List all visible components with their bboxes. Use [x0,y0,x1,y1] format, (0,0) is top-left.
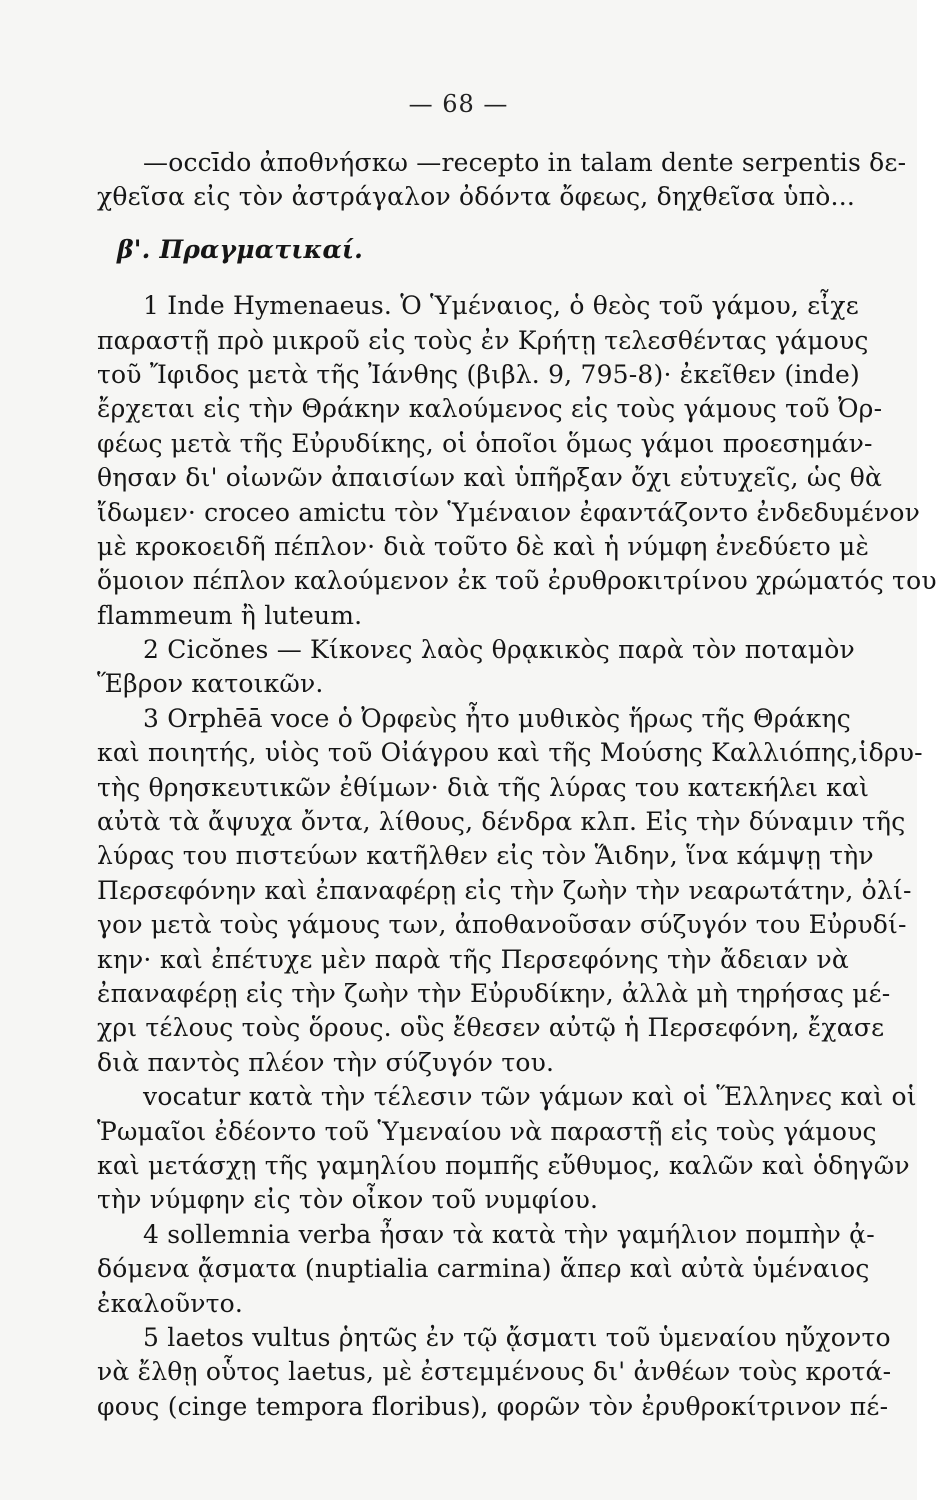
text-line: αὐτὰ τὰ ἄψυχα ὄντα, λίθους, δένδρα κλπ. Εἰς τὴν δύναμιν τῆς [97,807,906,837]
text-line: νὰ ἔλθῃ οὗτος laetus, μὲ ἐστεμμένους δι' ἀνθέων τοὺς κροτά- [97,1357,892,1387]
text-line: χρι τέλους τοὺς ὅρους. οὓς ἔθεσεν αὐτῷ ἡ Περσεφόνη, ἔχασε [97,1013,885,1043]
text-line: 4 sollemnia verba ἦσαν τὰ κατὰ τὴν γαμήλιον πομπὴν ᾀ- [143,1219,875,1249]
text-line: δόμενα ᾄσματα (nuptialia carmina) ἅπερ καὶ αὐτὰ ὑμέναιος [97,1254,870,1284]
page-number: — 68 — [408,90,509,118]
text-line: διὰ παντὸς πλέον τὴν σύζυγόν του. [97,1047,555,1077]
text-line: τοῦ Ἴφιδος μετὰ τῆς Ἰάνθης (βιβλ. 9, 795-8)· ἐκεῖθεν (inde) [97,359,860,389]
text-line: 3 Orphēā voce ὁ Ὀρφεὺς ἦτο μυθικὸς ἥρως τῆς Θράκης [143,703,851,733]
text-line: flammeum ἢ luteum. [97,600,363,630]
text-line: κην· καὶ ἐπέτυχε μὲν παρὰ τῆς Περσεφόνης τὴν ἄδειαν νὰ [97,944,849,974]
text-line: καὶ ποιητής, υἱὸς τοῦ Οἰάγρου καὶ τῆς Μούσης Καλλιόπης,ἱδρυ- [97,738,923,768]
text-line: ἴδωμεν· croceo amictu τὸν Ὑμέναιον ἐφαντάζοντο ἐνδεδυμένον [97,497,921,527]
text-line: φους (cinge tempora floribus), φορῶν τὸν ἐρυθροκίτρινον πέ- [97,1391,889,1421]
text-line: καὶ μετάσχῃ τῆς γαμηλίου πομπῆς εὔθυμος, καλῶν καὶ ὁδηγῶν [97,1150,910,1180]
text-line: γον μετὰ τοὺς γάμους των, ἀποθανοῦσαν σύζυγόν του Εὐρυδί- [97,910,907,940]
text-line: Ῥωμαῖοι ἐδέοντο τοῦ Ὑμεναίου νὰ παραστῇ εἰς τοὺς γάμους [97,1116,877,1146]
text-line: Περσεφόνην καὶ ἐπαναφέρῃ εἰς τὴν ζωὴν τὴν νεαρωτάτην, ὀλί- [97,875,912,905]
page-text [97,146,937,1424]
text-line: 5 laetos vultus ῥητῶς ἐν τῷ ᾄσματι τοῦ ὑμεναίου ηὔχοντο [143,1322,891,1352]
text-line: 1 Inde Hymenaeus. Ὁ Ὑμέναιος, ὁ θεὸς τοῦ γάμου, εἶχε [143,291,859,321]
text-line: ὅμοιον πέπλον καλούμενον ἐκ τοῦ ἐρυθροκιτρίνου χρώματός του [97,566,937,596]
text-line: 2 Cicŏnes — Κίκονες λαὸς θρᾳκικὸς παρὰ τὸν ποταμὸν [143,635,855,665]
text-line: τὴν νύμφην εἰς τὸν οἶκον τοῦ νυμφίου. [97,1185,599,1215]
text-line: μὲ κροκοειδῆ πέπλον· διὰ τοῦτο δὲ καὶ ἡ νύμφη ἐνεδύετο μὲ [97,531,870,561]
text-line: ἔρχεται εἰς τὴν Θράκην καλούμενος εἰς τοὺς γάμους τοῦ Ὀρ- [97,394,883,424]
text-line: Ἕβρον κατοικῶν. [97,669,324,699]
text-line: ἐκαλοῦντο. [97,1288,244,1318]
text-line: χθεῖσα εἰς τὸν ἀστράγαλον ὀδόντα ὄφεως, δηχθεῖσα ὑπὸ... [97,182,855,212]
text-line: παραστῇ πρὸ μικροῦ εἰς τοὺς ἐν Κρήτῃ τελεσθέντας γάμους [97,325,869,355]
text-line: —occīdo ἀποθνήσκω —recepto in talam dente serpentis δε- [143,148,907,177]
text-line: θησαν δι' οἰωνῶν ἀπαισίων καὶ ὑπῆρξαν ὄχι εὐτυχεῖς, ὡς θὰ [97,463,883,493]
text-line: vocatur κατὰ τὴν τέλεσιν τῶν γάμων καὶ οἱ Ἕλληνες καὶ οἱ [143,1082,917,1112]
text-line: ἐπαναφέρῃ εἰς τὴν ζωὴν τὴν Εὐρυδίκην, ἀλλὰ μὴ τηρήσας μέ- [97,978,891,1008]
section-heading: β'. Πραγματικαί. [117,234,364,264]
text-line: λύρας του πιστεύων κατῆλθεν εἰς τὸν Ἅιδην, ἵνα κάμψῃ τὴν [97,841,874,871]
text-line: τὴς θρησκευτικῶν ἐθίμων· διὰ τῆς λύρας του κατεκήλει καὶ [97,772,870,802]
text-line: φέως μετὰ τῆς Εὐρυδίκης, οἱ ὁποῖοι ὅμως γάμοι προεσημάν- [97,428,873,458]
